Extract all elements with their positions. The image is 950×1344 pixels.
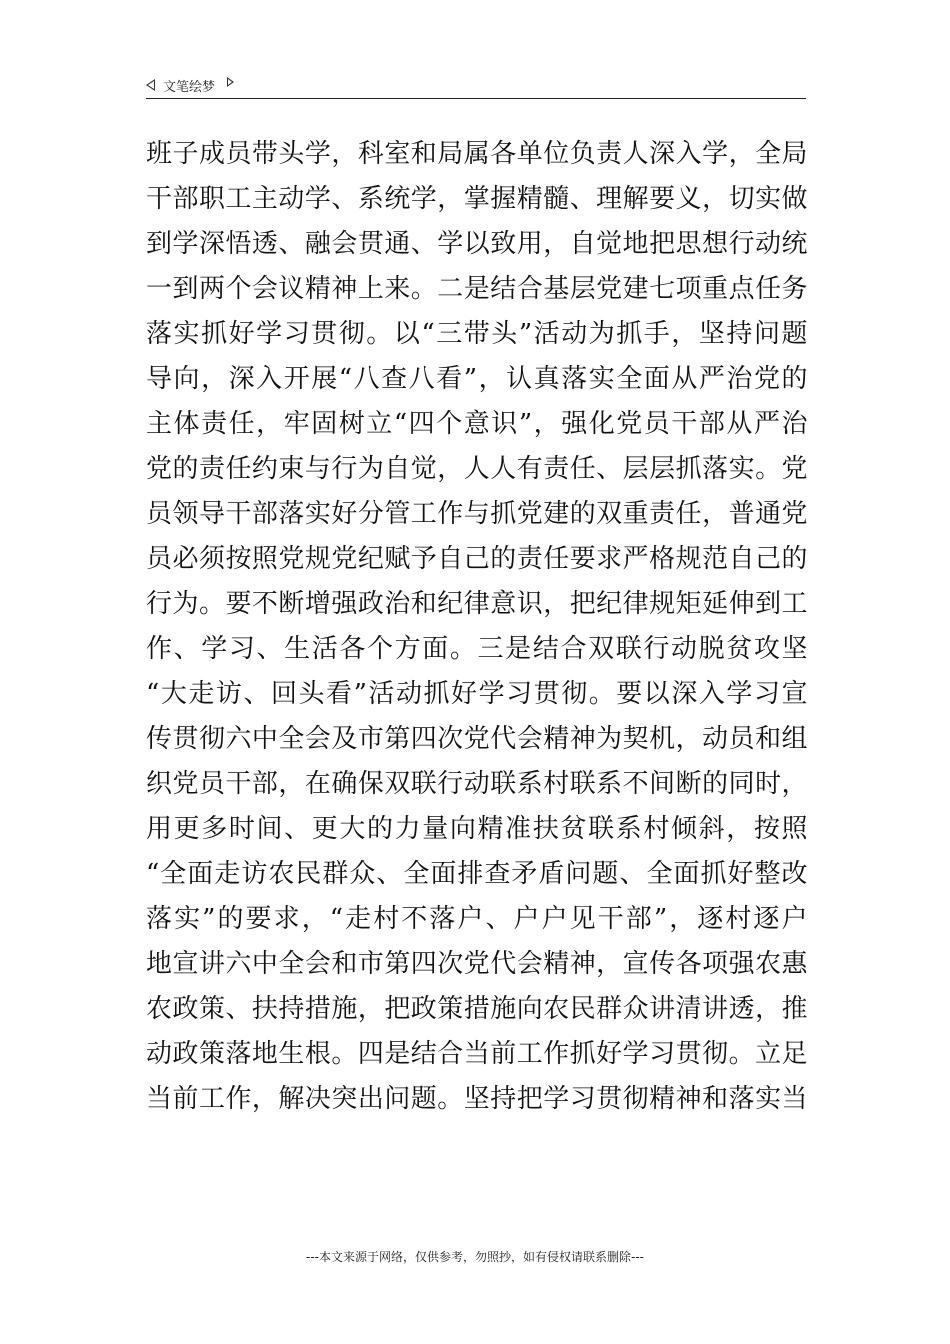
text-line: “大走访、回头看”活动抓好学习贯彻。要以深入学习宣 xyxy=(146,679,808,709)
text-line: 员必须按照党规党纪赋予自己的责任要求严格规范自己的 xyxy=(146,544,808,574)
text-line: 落实抓好学习贯彻。以“三带头”活动为抓手，坚持问题 xyxy=(146,319,808,349)
text-line: 当前工作，解决突出问题。坚持把学习贯彻精神和落实当 xyxy=(146,1084,808,1114)
page-header xyxy=(146,72,806,98)
text-line: 干部职工主动学、系统学，掌握精髓、理解要义，切实做 xyxy=(146,184,808,214)
text-line: 班子成员带头学，科室和局属各单位负责人深入学，全局 xyxy=(146,139,808,169)
text-line: 员领导干部落实好分管工作与抓党建的双重责任，普通党 xyxy=(146,499,808,529)
text-line: 地宣讲六中全会和市第四次党代会精神，宣传各项强农惠 xyxy=(146,949,808,979)
text-line: 传贯彻六中全会及市第四次党代会精神为契机，动员和组 xyxy=(146,724,808,754)
triangle-right-icon xyxy=(227,77,234,87)
header-divider xyxy=(146,98,806,99)
text-line: 党的责任约束与行为自觉，人人有责任、层层抓落实。党 xyxy=(146,454,808,484)
footer-note: ---本文来源于网络，仅供参考，勿照抄，如有侵权请联系删除--- xyxy=(306,1250,644,1264)
text-line: 落实”的要求，“走村不落户、户户见干部”，逐村逐户 xyxy=(146,904,808,934)
text-line: 织党员干部，在确保双联行动联系村联系不间断的同时， xyxy=(146,769,808,799)
text-line: 作、学习、生活各个方面。三是结合双联行动脱贫攻坚 xyxy=(146,634,808,664)
triangle-left-icon xyxy=(146,79,155,91)
text-line: 到学深悟透、融会贯通、学以致用，自觉地把思想行动统 xyxy=(146,229,808,259)
text-line: 行为。要不断增强政治和纪律意识，把纪律规矩延伸到工 xyxy=(146,589,808,619)
header-title: 文笔绘梦 xyxy=(163,79,216,95)
text-line: 导向，深入开展“八查八看”，认真落实全面从严治党的 xyxy=(146,364,808,394)
text-line: 主体责任，牢固树立“四个意识”，强化党员干部从严治 xyxy=(146,409,808,439)
text-line: 农政策、扶持措施，把政策措施向农民群众讲清讲透，推 xyxy=(146,994,808,1024)
text-line: “全面走访农民群众、全面排查矛盾问题、全面抓好整改 xyxy=(146,859,808,889)
text-line: 一到两个会议精神上来。二是结合基层党建七项重点任务 xyxy=(146,274,808,304)
document-body xyxy=(146,132,808,1122)
text-line: 动政策落地生根。四是结合当前工作抓好学习贯彻。立足 xyxy=(146,1039,808,1069)
text-line: 用更多时间、更大的力量向精准扶贫联系村倾斜，按照 xyxy=(146,814,808,844)
